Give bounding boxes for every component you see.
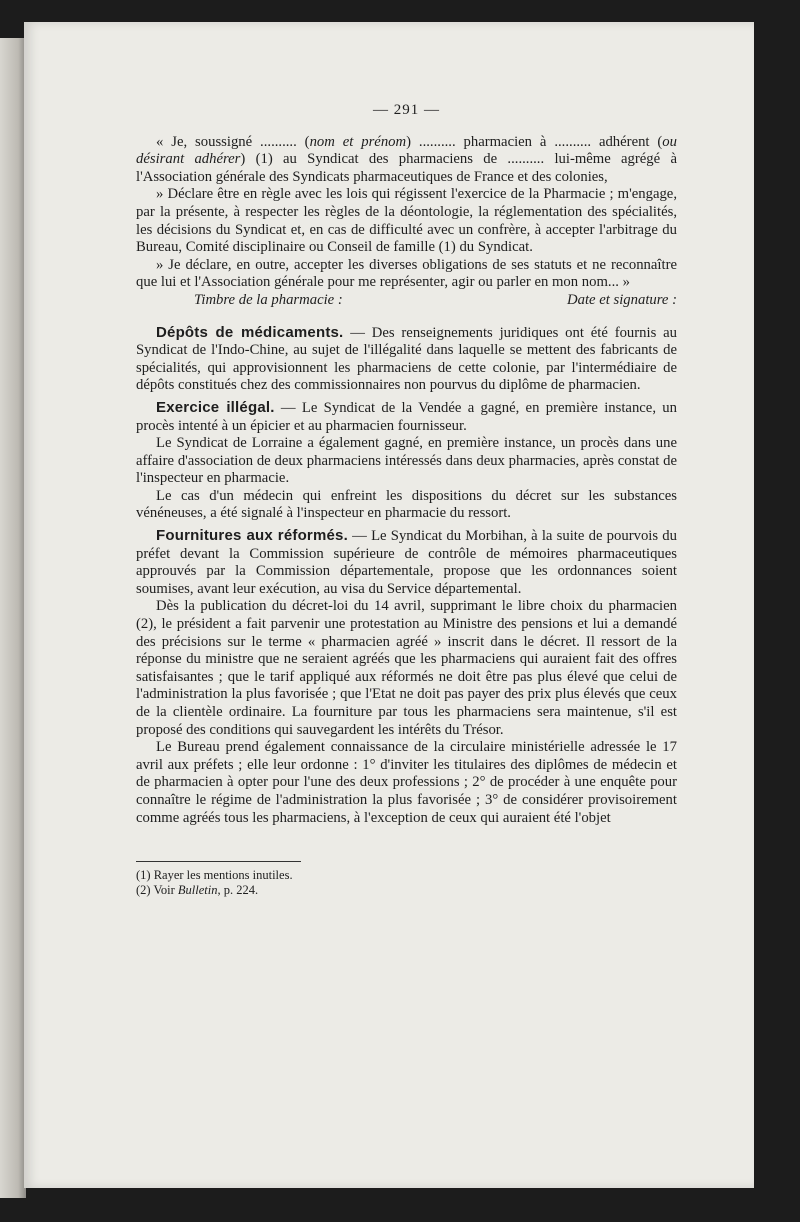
letter-paragraph-1 <box>136 134 677 187</box>
footnote-rule <box>136 861 301 862</box>
stamp-label: Timbre de la pharmacie : <box>194 291 343 308</box>
document-page <box>24 22 754 1188</box>
footnote-2 <box>136 883 677 898</box>
letter-alt-label: ou désirant adhérer <box>136 133 677 168</box>
signature-label: Date et signature : <box>567 291 677 308</box>
heading-exercice: Exercice illégal. <box>156 398 275 416</box>
page-content <box>136 102 677 898</box>
text-depots: — Des renseignements juridiques ont été fournis au Syndicat de l'Indo-Chine, au sujet de l'illégalité dans laquelle se mettent des fabricants de spécialités, qui approvisionnent les pharmaciens de cette colonie, par l'intermédiaire de dépôts constitués chez des commissionnaires non pourvus du diplôme de pharmacien. <box>136 324 677 394</box>
page-number: — 291 — <box>373 102 440 118</box>
footnote-2-suffix: , p. 224. <box>217 883 259 898</box>
exercice-paragraph-2: Le Syndicat de Lorraine a également gagné, en première instance, un procès dans une affaire d'association de deux pharmaciens intéressés dans deux pharmacies, après constat de l'inspecteur en pharmacie. <box>136 435 677 487</box>
section-depots <box>136 324 677 395</box>
text-exercice: — Le Syndicat de la Vendée a gagné, en première instance, un procès intenté à un épicier et au pharmacien fournisseur. <box>136 399 677 434</box>
letter-p1-mid: ) .......... pharmacien à .......... adhérent ( <box>406 133 663 150</box>
letter-paragraph-2: » Déclare être en règle avec les lois qui régissent l'exercice de la Pharmacie ; m'engage, par la présente, à respecter les règles de la déontologie, la réglementation des spécialités, les décisions du Syndicat et, en cas de difficulté avec un confrère, à accepter l'arbitrage du Bureau, Comité disciplinaire ou Conseil de famille (1) du Syndicat. <box>136 186 677 256</box>
letter-p1-open: « Je, soussigné .......... ( <box>156 133 310 150</box>
letter-paragraph-3: » Je déclare, en outre, accepter les diverses obligations de ses statuts et ne reconnaître que lui et l'Association générale pour me représenter, agir ou parler en mon nom... » <box>136 256 677 291</box>
signature-line <box>136 292 677 310</box>
letter-p1-rest: ) (1) au Syndicat des pharmaciens de .......... lui-même agrégé à l'Association générale des Syndicats pharmaceutiques de France et des colonies, <box>136 151 677 185</box>
footnote-2-prefix: (2) Voir <box>136 883 178 898</box>
footnote-2-title: Bulletin <box>177 883 218 898</box>
footnote-1: (1) Rayer les mentions inutiles. <box>136 868 293 883</box>
section-exercice <box>136 399 677 435</box>
letter-name-label: nom et prénom <box>309 133 407 150</box>
heading-depots: Dépôts de médicaments. <box>156 323 344 341</box>
fournitures-paragraph-3: Le Bureau prend également connaissance de la circulaire ministérielle adressée le 17 avril aux préfets ; elle leur ordonne : 1° d'inviter les titulaires des diplômes de médecin et de pharmacien à opter pour l'une des deux professions ; 2° de procéder à une enquête pour connaître le régime de l'administration la plus favorisée ; 3° de considérer provisoirement comme agréés tous les pharmaciens, à l'exception de ceux qui auraient été l'objet <box>136 739 677 826</box>
exercice-paragraph-3: Le cas d'un médecin qui enfreint les dispositions du décret sur les substances vénéneuses, a été signalé à l'inspecteur en pharmacie du ressort. <box>136 487 677 522</box>
fournitures-paragraph-2: Dès la publication du décret-loi du 14 avril, supprimant le libre choix du pharmacien (2), le président a fait parvenir une protestation au Ministre des pensions et lui a demandé des précisions sur le terme « pharmacien agréé » inscrit dans le décret. Il ressort de la réponse du ministre que ne seraient agréés que les pharmaciens qui auraient fait des offres satisfaisantes ; que le tarif appliqué aux réformés ne doit être pas plus élevé que celui de l'administration la plus favorisée ; que l'Etat ne doit pas payer des prix plus élevés que ceux de la clientèle ordinaire. La fourniture par tous les pharmaciens sera maintenue, s'il est proposé des conditions qui sauvegardent les intérêts du Trésor. <box>136 598 677 738</box>
text-fournitures: — Le Syndicat du Morbihan, à la suite de pourvois du préfet devant la Commission supérieure de contrôle de mémoires pharmaceutiques approuvés par la Commission départementale, propose que les ordonnances soient soumises, avant leur exécution, au visa du Service départemental. <box>136 528 677 597</box>
facing-page-edge <box>0 38 26 1198</box>
section-fournitures <box>136 527 677 598</box>
heading-fournitures: Fournitures aux réformés. <box>156 527 348 545</box>
